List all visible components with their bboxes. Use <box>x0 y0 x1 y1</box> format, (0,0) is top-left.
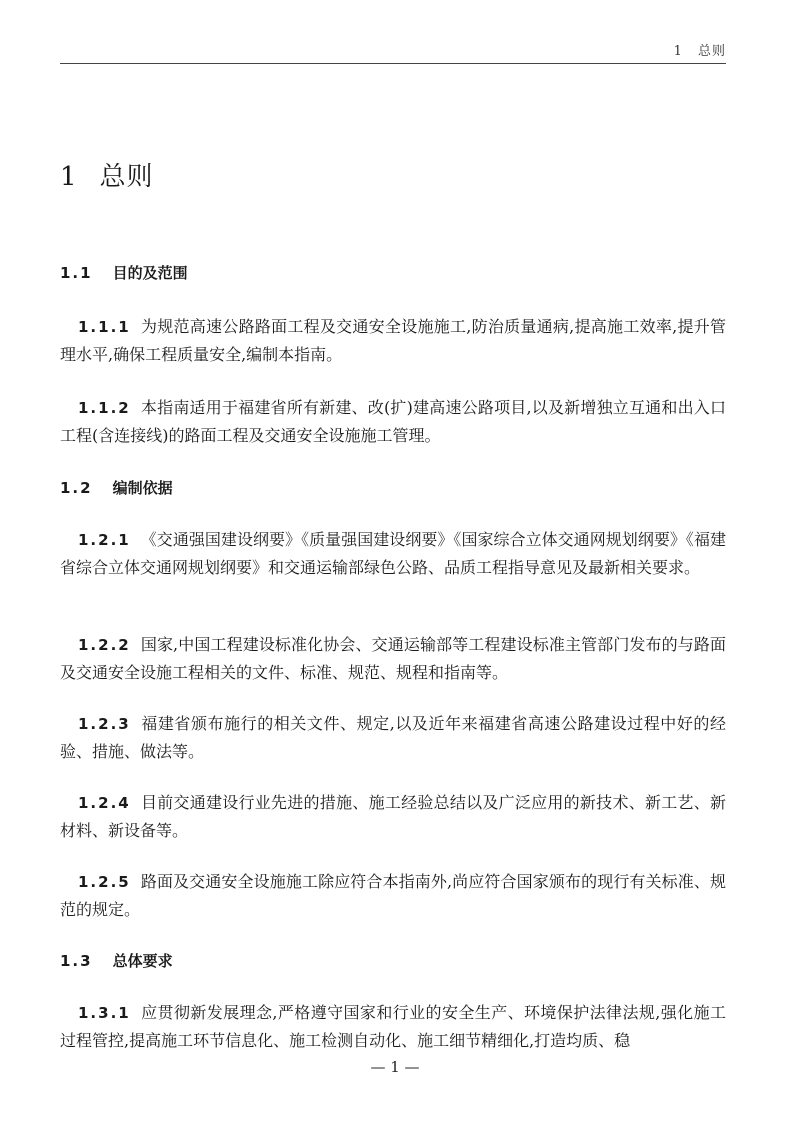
clause-number: 1.2.5 <box>78 873 131 891</box>
clause-text: 目前交通建设行业先进的措施、施工经验总结以及广泛应用的新技术、新工艺、新材料、新设备等。 <box>60 793 726 840</box>
paragraph-1-2-4 <box>60 789 726 845</box>
chapter-title <box>60 156 154 193</box>
section-number: 1.3 <box>60 952 93 970</box>
clause-text: 国家,中国工程建设标准化协会、交通运输部等工程建设标准主管部门发布的与路面及交通安全设施工程相关的文件、标准、规范、规程和指南等。 <box>60 635 726 682</box>
paragraph-1-1-1 <box>60 313 726 369</box>
clause-number: 1.1.1 <box>78 318 131 336</box>
paragraph-1-2-1 <box>60 526 726 582</box>
clause-text: 为规范高速公路路面工程及交通安全设施施工,防治质量通病,提高施工效率,提升管理水平,确保工程质量安全,编制本指南。 <box>60 317 726 364</box>
clause-number: 1.2.2 <box>78 636 131 654</box>
chapter-number: 1 <box>60 162 78 192</box>
section-heading-1-2 <box>60 477 173 498</box>
clause-number: 1.1.2 <box>78 399 131 417</box>
section-title: 总体要求 <box>112 952 173 970</box>
page-number: — 1 — <box>370 1058 420 1076</box>
running-head-title: 总则 <box>697 44 726 59</box>
clause-text: 《交通强国建设纲要》《质量强国建设纲要》《国家综合立体交通网规划纲要》《福建省综合立体交通网规划纲要》和交通运输部绿色公路、品质工程指导意见及最新相关要求。 <box>60 530 726 577</box>
header-rule <box>60 63 726 64</box>
clause-number: 1.2.3 <box>78 715 131 733</box>
paragraph-1-2-3 <box>60 710 726 766</box>
paragraph-1-1-2 <box>60 394 726 450</box>
section-number: 1.1 <box>60 264 93 282</box>
paragraph-1-2-2 <box>60 631 726 687</box>
section-title: 编制依据 <box>112 479 173 497</box>
paragraph-1-3-1 <box>60 999 726 1055</box>
section-heading-1-1 <box>60 262 188 283</box>
paragraph-1-2-5 <box>60 868 726 924</box>
clause-text: 本指南适用于福建省所有新建、改(扩)建高速公路项目,以及新增独立互通和出入口工程(含连接线)的路面工程及交通安全设施施工管理。 <box>60 398 726 445</box>
running-head <box>674 40 726 59</box>
section-heading-1-3 <box>60 950 173 971</box>
clause-text: 路面及交通安全设施施工除应符合本指南外,尚应符合国家颁布的现行有关标准、规范的规定。 <box>60 872 726 919</box>
chapter-title-text: 总则 <box>99 162 154 192</box>
clause-number: 1.2.4 <box>78 794 131 812</box>
running-head-number: 1 <box>673 44 683 59</box>
clause-number: 1.3.1 <box>78 1004 131 1022</box>
clause-text: 应贯彻新发展理念,严格遵守国家和行业的安全生产、环境保护法律法规,强化施工过程管控,提高施工环节信息化、施工检测自动化、施工细节精细化,打造均质、稳 <box>60 1003 726 1050</box>
section-title: 目的及范围 <box>112 264 188 282</box>
clause-text: 福建省颁布施行的相关文件、规定,以及近年来福建省高速公路建设过程中好的经验、措施、做法等。 <box>60 714 726 761</box>
clause-number: 1.2.1 <box>78 531 131 549</box>
section-number: 1.2 <box>60 479 93 497</box>
